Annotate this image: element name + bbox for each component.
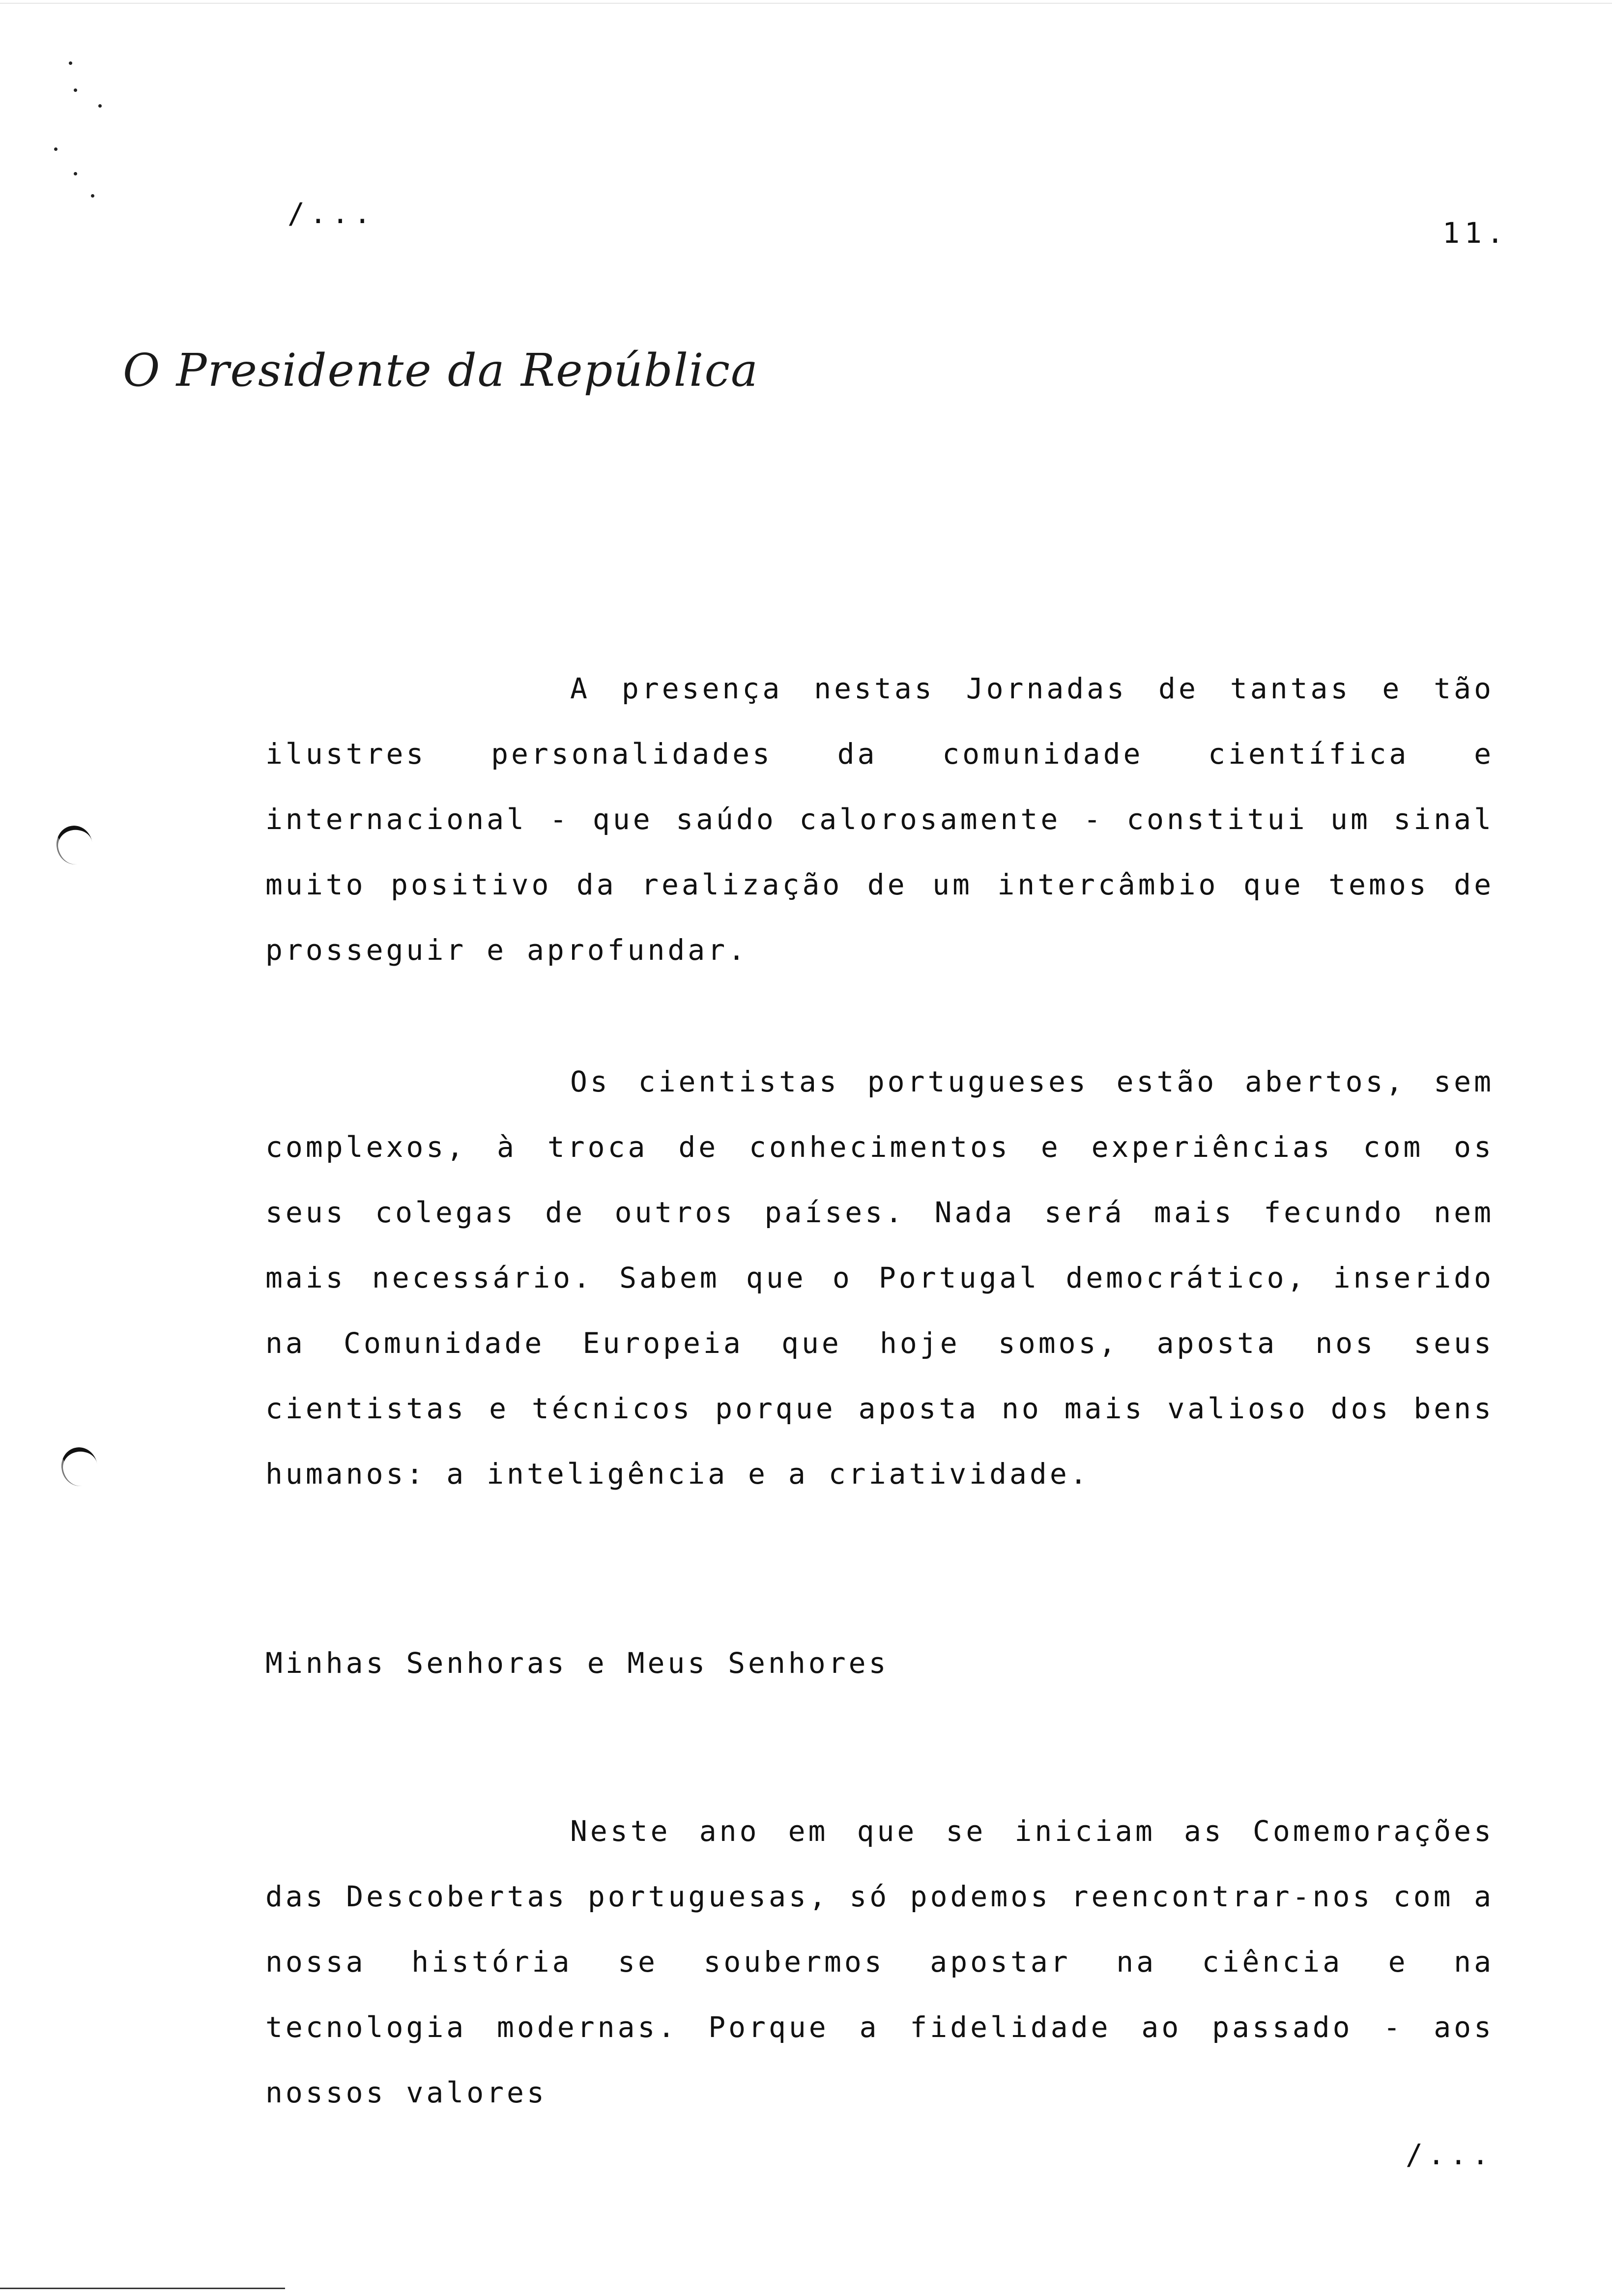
letterhead: O Presidente da República xyxy=(123,344,759,397)
header-continuation-mark: /... xyxy=(288,197,376,230)
scan-speck xyxy=(98,104,102,108)
body-paragraph-1 xyxy=(265,656,1494,983)
punch-hole-mark xyxy=(54,823,96,867)
body-paragraph-2 xyxy=(265,1049,1494,1507)
page-number: 11. xyxy=(1442,216,1509,250)
punch-hole-mark xyxy=(58,1444,101,1489)
scan-speck xyxy=(74,172,77,175)
paragraph-text: A presença nestas Jornadas de tantas e tão ilustres personalidades da comunidade científica e internacional - que saúdo calorosamente - constitui um sinal muito positivo da realização de um intercâmbio que temos de prosseguir e aprofundar. xyxy=(265,672,1494,967)
footer-continuation-mark: /... xyxy=(1406,2138,1494,2171)
body-paragraph-3 xyxy=(265,1799,1494,2125)
scan-speck xyxy=(54,147,58,151)
salutation: Minhas Senhoras e Meus Senhores xyxy=(265,1646,889,1680)
paragraph-text: Neste ano em que se iniciam as Comemorações das Descobertas portuguesas, só podemos reencontrar-nos com a nossa história se soubermos apostar na ciência e na tecnologia modernas. Porque a fidelidade ao passado - aos nossos valores xyxy=(265,1814,1494,2109)
scan-speck xyxy=(91,194,94,198)
scan-speck xyxy=(74,88,77,92)
scan-speck xyxy=(69,61,72,65)
paragraph-text: Os cientistas portugueses estão abertos, sem complexos, à troca de conhecimentos e experiências com os seus colegas de outros países. Nada será mais fecundo nem mais necessário. Sabem que o Portugal democrático, inserido na Comunidade Europeia que hoje somos, aposta nos seus cientistas e técnicos porque aposta no mais valioso dos bens humanos: a inteligência e a criatividade. xyxy=(265,1065,1494,1491)
scan-edge-bottom xyxy=(0,2288,285,2289)
